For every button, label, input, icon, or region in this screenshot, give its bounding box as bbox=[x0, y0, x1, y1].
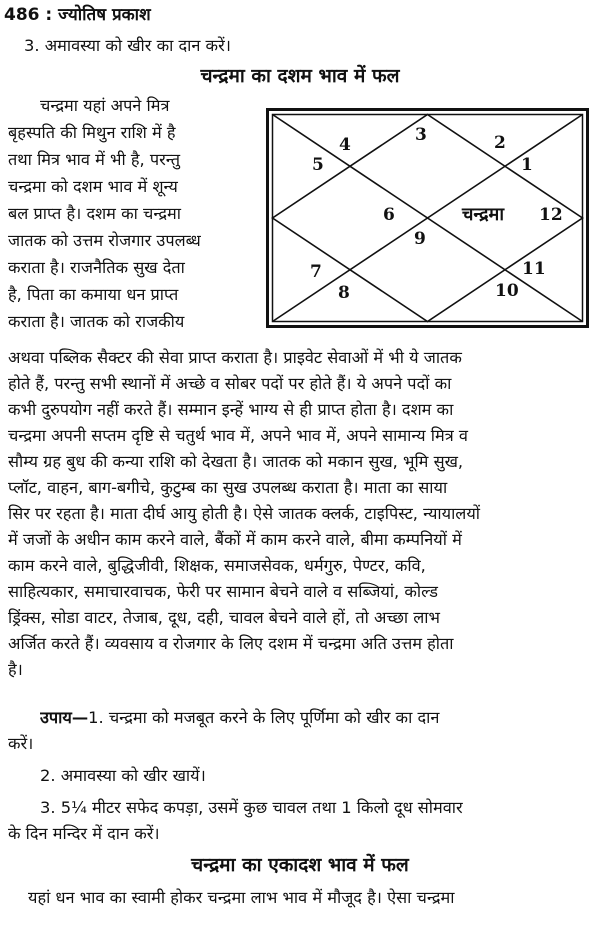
remedy-item-3: 3. 5¼ मीटर सफेद कपड़ा, उसमें कुछ चावल तथा 1 किलो दूध सोमवार bbox=[40, 798, 463, 817]
house-number: 7 bbox=[310, 262, 322, 282]
para-line: यहां धन भाव का स्वामी होकर चन्द्रमा लाभ भाव में मौजूद है। ऐसा चन्द्रमा bbox=[28, 888, 455, 907]
house-number: 5 bbox=[312, 155, 324, 175]
house-number: 8 bbox=[338, 283, 350, 303]
para-line: बल प्राप्त है। दशम का चन्द्रमा bbox=[8, 204, 181, 223]
house-number: 2 bbox=[494, 133, 506, 153]
para-line: सौम्य ग्रह बुध की कन्या राशि को देखता है। जातक को मकान सुख, भूमि सुख, bbox=[8, 452, 464, 471]
heading-eleventh-house: चन्द्रमा का एकादश भाव में फल bbox=[191, 854, 409, 876]
house-number: 3 bbox=[415, 125, 427, 145]
horoscope-chart bbox=[266, 108, 589, 328]
para-line: में जजों के अधीन काम करने वाले, बैंकों में काम करने वाले, बीमा कम्पनियों में bbox=[8, 530, 462, 549]
para-line: तथा मित्र भाव में भी है, परन्तु bbox=[8, 150, 181, 169]
house-number: 4 bbox=[339, 135, 351, 155]
para-line: चन्द्रमा अपनी सप्तम दृष्टि से चतुर्थ भाव में, अपने भाव में, अपने सामान्य मित्र व bbox=[8, 426, 468, 445]
house-number: 6 bbox=[383, 205, 395, 225]
house-number: 1 bbox=[521, 155, 533, 175]
remedy-line: के दिन मन्दिर में दान करें। bbox=[8, 824, 160, 843]
remedy-label: उपाय— bbox=[40, 708, 89, 727]
top-item: 3. अमावस्या को खीर का दान करें। bbox=[24, 36, 231, 55]
house-number: 12 bbox=[539, 205, 563, 225]
para-line: ड्रिंक्स, सोडा वाटर, तेजाब, दूध, दही, चावल बेचने वाले हों, तो अच्छा लाभ bbox=[8, 608, 440, 627]
planet-label: चन्द्रमा bbox=[462, 204, 504, 225]
running-head: 486 : ज्योतिष प्रकाश bbox=[4, 5, 151, 25]
para-line: अर्जित करते हैं। व्यवसाय व रोजगार के लिए दशम में चन्द्रमा अति उत्तम होता bbox=[8, 634, 454, 653]
para-line: है। bbox=[8, 660, 23, 679]
remedy-line bbox=[40, 706, 594, 730]
house-number: 10 bbox=[495, 281, 519, 301]
heading-tenth-house: चन्द्रमा का दशम भाव में फल bbox=[200, 65, 400, 87]
remedy-item-1: 1. चन्द्रमा को मजबूत करने के लिए पूर्णिमा को खीर का दान bbox=[88, 708, 440, 727]
para-line: प्लॉट, वाहन, बाग-बगीचे, कुटुम्ब का सुख उपलब्ध कराता है। माता का साया bbox=[8, 478, 448, 497]
para-line: कराता है। राजनैतिक सुख देता bbox=[8, 258, 185, 277]
para-line: बृहस्पति की मिथुन राशि में है bbox=[8, 123, 176, 142]
para-line: चन्द्रमा यहां अपने मित्र bbox=[40, 96, 170, 115]
house-number: 9 bbox=[414, 229, 426, 249]
para-line: कभी दुरुपयोग नहीं करते हैं। सम्मान इन्हें भाग्य से ही प्राप्त होता है। दशम का bbox=[8, 400, 454, 419]
para-line: काम करने वाले, बुद्धिजीवी, शिक्षक, समाजसेवक, धर्मगुरु, पेण्टर, कवि, bbox=[8, 556, 426, 575]
para-line: होते हैं, परन्तु सभी स्थानों में अच्छे व सोबर पदों पर होते हैं। ये अपने पदों का bbox=[8, 374, 452, 393]
house-number: 11 bbox=[522, 259, 546, 279]
para-line: चन्द्रमा को दशम भाव में शून्य bbox=[8, 177, 178, 196]
remedy-line: करें। bbox=[8, 734, 34, 753]
para-line: अथवा पब्लिक सैक्टर की सेवा प्राप्त कराता है। प्राइवेट सेवाओं में भी ये जातक bbox=[8, 348, 462, 367]
para-line: कराता है। जातक को राजकीय bbox=[8, 312, 185, 331]
para-line: है, पिता का कमाया धन प्राप्त bbox=[8, 285, 179, 304]
para-line: सिर पर रहता है। माता दीर्घ आयु होती है। ऐसे जातक क्लर्क, टाइपिस्ट, न्यायालयों bbox=[8, 504, 480, 523]
remedy-item-2: 2. अमावस्या को खीर खायें। bbox=[40, 766, 206, 785]
para-line: जातक को उत्तम रोजगार उपलब्ध bbox=[8, 231, 201, 250]
para-line: साहित्यकार, समाचारवाचक, फेरी पर सामान बेचने वाले व सब्जियां, कोल्ड bbox=[8, 582, 438, 601]
